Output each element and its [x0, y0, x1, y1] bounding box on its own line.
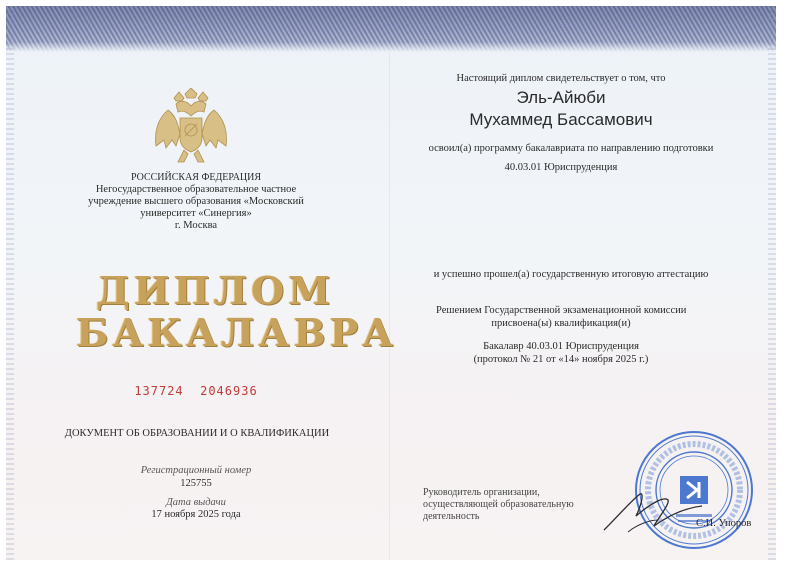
commission-decision-line2: присвоена(ы) квалификация(и)	[491, 318, 631, 329]
document-type: ДОКУМЕНТ ОБ ОБРАЗОВАНИИ И О КВАЛИФИКАЦИИ	[64, 428, 330, 439]
diploma-document	[6, 6, 776, 560]
page-fold	[389, 52, 390, 560]
org-city: г. Москва	[174, 220, 218, 231]
registration-number: 125755	[180, 478, 212, 489]
decorative-right-edge	[768, 6, 776, 560]
graduate-name: Мухаммед Бассамович	[469, 110, 653, 129]
graduate-surname: Эль-Айюби	[516, 88, 606, 107]
coat-of-arms-icon	[154, 88, 228, 172]
country-name: РОССИЙСКАЯ ФЕДЕРАЦИЯ	[130, 172, 262, 183]
head-title-line2: осуществляющей образовательную	[423, 499, 574, 510]
registration-label: Регистрационный номер	[140, 465, 252, 476]
attestation-text: и успешно прошел(а) государственную итоговую аттестацию	[433, 269, 709, 280]
diploma-title-line1: ДИПЛОМ	[96, 268, 335, 313]
commission-decision-line1: Решением Государственной экзаменационной комиссии	[436, 305, 687, 316]
issue-date-label: Дата выдачи	[166, 497, 226, 508]
protocol-info: (протокол № 21 от «14» ноября 2025 г.)	[473, 354, 649, 365]
program-name: 40.03.01 Юриспруденция	[504, 162, 618, 173]
diploma-title-line2: БАКАЛАВРА	[76, 310, 398, 355]
org-name-line2: учреждение высшего образования «Московский	[88, 196, 304, 207]
serial-number: 137724 2046936	[134, 384, 258, 398]
certifies-text: Настоящий диплом свидетельствует о том, что	[456, 73, 666, 84]
handwritten-signature	[598, 486, 708, 538]
head-title-line3: деятельность	[423, 511, 480, 522]
qualification-name: Бакалавр 40.03.01 Юриспруденция	[483, 341, 639, 352]
decorative-left-edge	[6, 6, 14, 560]
decorative-top-band	[6, 6, 776, 52]
program-mastered-text: освоил(а) программу бакалавриата по направлению подготовки	[428, 143, 714, 154]
org-name-line3: университет «Синергия»	[140, 208, 252, 219]
issue-date: 17 ноября 2025 года	[151, 509, 241, 520]
org-name-line1: Негосударственное образовательное частное	[95, 184, 297, 195]
signer-name: С.И. Упоров	[696, 518, 752, 529]
head-title-line1: Руководитель организации,	[423, 487, 540, 498]
